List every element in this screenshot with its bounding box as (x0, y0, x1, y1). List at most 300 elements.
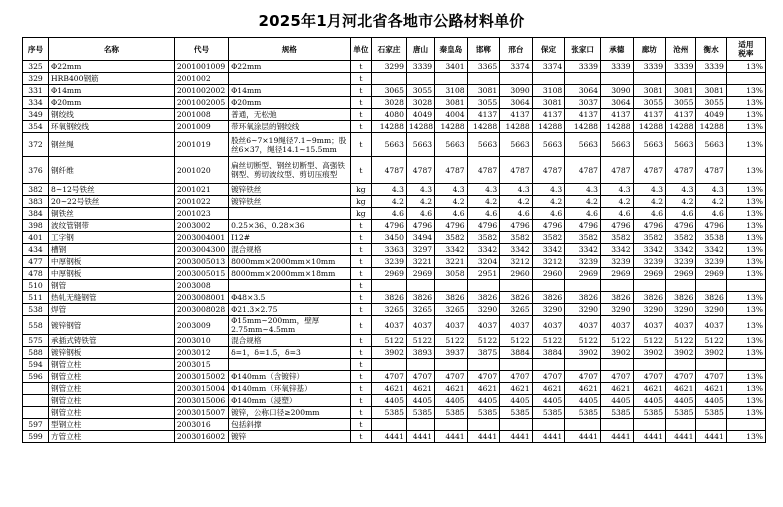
price-cell: 3582 (500, 232, 533, 244)
price-cell: 3239 (696, 256, 726, 268)
table-row (23, 109, 766, 121)
price-cell: 2969 (633, 268, 666, 280)
price-cell: 3582 (467, 232, 500, 244)
material-name-cell: Φ14mm (49, 85, 175, 97)
price-cell: 4707 (696, 371, 726, 383)
column-header: 石家庄 (372, 38, 407, 61)
price-cell: 3265 (372, 304, 407, 316)
price-cell (435, 359, 468, 371)
price-cell: 4621 (633, 383, 666, 395)
price-cell: 3582 (435, 232, 468, 244)
price-cell (633, 419, 666, 431)
tax-rate-cell: 13% (726, 208, 765, 220)
material-name-cell: 钢丝绳 (49, 133, 175, 157)
price-cell: 4707 (467, 371, 500, 383)
price-cell: 3055 (633, 97, 666, 109)
price-cell: 3339 (406, 61, 434, 73)
price-cell: 4.2 (565, 196, 601, 208)
price-cell: 4.6 (633, 208, 666, 220)
price-cell: 5122 (532, 335, 565, 347)
specification-cell (229, 280, 350, 292)
table-row (23, 220, 766, 232)
price-cell (532, 280, 565, 292)
price-cell: 4137 (601, 109, 634, 121)
unit-cell: t (350, 73, 372, 85)
price-cell: 4.3 (406, 184, 434, 196)
row-number-cell: 384 (23, 208, 49, 220)
specification-cell: 镀锌铁丝 (229, 184, 350, 196)
price-cell: 4621 (406, 383, 434, 395)
material-code-cell: 2001001009 (174, 61, 228, 73)
row-number-cell: 596 (23, 371, 49, 383)
column-header: 名称 (49, 38, 175, 61)
price-cell: 3339 (633, 61, 666, 73)
price-cell: 4441 (565, 431, 601, 443)
price-cell: 3058 (435, 268, 468, 280)
price-cell (696, 280, 726, 292)
price-cell: 4405 (372, 395, 407, 407)
material-name-cell: 型钢立柱 (49, 419, 175, 431)
price-cell: 4621 (372, 383, 407, 395)
price-cell: 4796 (633, 220, 666, 232)
price-cell: 14288 (500, 121, 533, 133)
row-number-cell: 331 (23, 85, 49, 97)
price-cell: 4.3 (435, 184, 468, 196)
price-cell: 4787 (435, 157, 468, 184)
price-cell: 5385 (532, 407, 565, 419)
specification-cell: 8000mm×2000mm×10mm (229, 256, 350, 268)
price-cell (532, 419, 565, 431)
price-cell: 3826 (500, 292, 533, 304)
price-cell (372, 73, 407, 85)
price-cell: 4796 (532, 220, 565, 232)
tax-rate-cell: 13% (726, 407, 765, 419)
column-header: 沧州 (666, 38, 696, 61)
material-code-cell: 2001002002 (174, 85, 228, 97)
material-code-cell: 2003016002 (174, 431, 228, 443)
specification-cell: Φ21.3×2.75 (229, 304, 350, 316)
tax-rate-cell: 13% (726, 232, 765, 244)
price-cell: 5122 (467, 335, 500, 347)
material-code-cell: 2003012 (174, 347, 228, 359)
table-row (23, 157, 766, 184)
row-number-cell: 401 (23, 232, 49, 244)
price-cell: 5122 (435, 335, 468, 347)
price-cell: 5663 (666, 133, 696, 157)
unit-cell: t (350, 419, 372, 431)
table-row (23, 304, 766, 316)
price-cell (565, 280, 601, 292)
table-row (23, 383, 766, 395)
price-cell: 3081 (696, 85, 726, 97)
price-cell: 4.6 (467, 208, 500, 220)
table-row (23, 359, 766, 371)
price-cell: 3902 (601, 347, 634, 359)
specification-cell: 普通，无松弛 (229, 109, 350, 121)
price-cell: 3290 (565, 304, 601, 316)
price-cell: 3450 (372, 232, 407, 244)
unit-cell: t (350, 316, 372, 335)
price-cell: 3339 (666, 61, 696, 73)
price-cell: 3055 (467, 97, 500, 109)
price-cell: 3826 (565, 292, 601, 304)
tax-rate-cell: 13% (726, 121, 765, 133)
price-cell (565, 73, 601, 85)
price-cell: 2969 (406, 268, 434, 280)
table-row (23, 85, 766, 97)
material-name-cell: 镀锌钢板 (49, 347, 175, 359)
price-cell: 4405 (601, 395, 634, 407)
price-cell: 4441 (406, 431, 434, 443)
price-cell: 5385 (565, 407, 601, 419)
price-cell (406, 419, 434, 431)
price-cell: 4.3 (532, 184, 565, 196)
unit-cell: t (350, 97, 372, 109)
price-cell: 14288 (666, 121, 696, 133)
unit-cell: kg (350, 196, 372, 208)
price-cell: 5385 (633, 407, 666, 419)
table-row (23, 268, 766, 280)
material-name-cell: 钢管 (49, 280, 175, 292)
price-cell: 5385 (666, 407, 696, 419)
tax-rate-cell (726, 280, 765, 292)
column-header: 唐山 (406, 38, 434, 61)
price-cell: 3902 (633, 347, 666, 359)
material-name-cell: Φ20mm (49, 97, 175, 109)
row-number-cell: 329 (23, 73, 49, 85)
price-cell: 4621 (532, 383, 565, 395)
price-cell: 3221 (435, 256, 468, 268)
price-cell: 2960 (532, 268, 565, 280)
price-cell: 4405 (500, 395, 533, 407)
tax-rate-cell (726, 73, 765, 85)
price-cell: 4787 (696, 157, 726, 184)
material-name-cell: 钢管立柱 (49, 395, 175, 407)
price-cell: 4049 (696, 109, 726, 121)
row-number-cell: 477 (23, 256, 49, 268)
material-code-cell: 2001022 (174, 196, 228, 208)
price-cell: 3826 (532, 292, 565, 304)
price-cell: 4441 (532, 431, 565, 443)
tax-rate-cell: 13% (726, 244, 765, 256)
price-cell: 3342 (666, 244, 696, 256)
price-cell: 3342 (601, 244, 634, 256)
price-cell: 4137 (565, 109, 601, 121)
specification-cell: I12# (229, 232, 350, 244)
row-number-cell: 538 (23, 304, 49, 316)
price-cell: 4.2 (372, 196, 407, 208)
price-cell: 3342 (633, 244, 666, 256)
material-name-cell: 铜铁丝 (49, 208, 175, 220)
column-header: 保定 (532, 38, 565, 61)
price-cell: 4.2 (601, 196, 634, 208)
price-cell: 3363 (372, 244, 407, 256)
price-cell: 3028 (406, 97, 434, 109)
price-cell (467, 73, 500, 85)
price-cell: 3081 (532, 97, 565, 109)
table-row (23, 395, 766, 407)
tax-rate-cell: 13% (726, 220, 765, 232)
price-cell: 4.6 (565, 208, 601, 220)
row-number-cell: 511 (23, 292, 49, 304)
material-code-cell: 2003008028 (174, 304, 228, 316)
specification-cell: Φ140mm（环氧锌基） (229, 383, 350, 395)
price-cell: 4037 (500, 316, 533, 335)
tax-rate-cell: 13% (726, 268, 765, 280)
price-cell: 2969 (601, 268, 634, 280)
price-cell: 3902 (565, 347, 601, 359)
price-cell: 3826 (406, 292, 434, 304)
price-cell: 4441 (633, 431, 666, 443)
tax-rate-cell: 13% (726, 196, 765, 208)
price-cell: 4037 (633, 316, 666, 335)
price-cell: 5663 (633, 133, 666, 157)
price-cell: 4796 (435, 220, 468, 232)
price-cell: 4.3 (601, 184, 634, 196)
material-code-cell: 2001008 (174, 109, 228, 121)
price-cell: 5385 (500, 407, 533, 419)
price-cell: 14288 (532, 121, 565, 133)
unit-cell: t (350, 371, 372, 383)
price-cell: 4.2 (406, 196, 434, 208)
price-cell: 5122 (696, 335, 726, 347)
table-row (23, 61, 766, 73)
price-cell: 3342 (532, 244, 565, 256)
specification-cell: Φ48×3.5 (229, 292, 350, 304)
row-number-cell: 325 (23, 61, 49, 73)
price-cell: 4405 (435, 395, 468, 407)
price-cell: 4.6 (532, 208, 565, 220)
price-cell: 3582 (601, 232, 634, 244)
price-cell (467, 419, 500, 431)
price-cell: 3826 (666, 292, 696, 304)
price-cell: 5385 (435, 407, 468, 419)
price-cell (406, 73, 434, 85)
specification-cell: 股丝6~7×19绳径7.1~9mm；股丝6×37，绳径14.1~15.5mm (229, 133, 350, 157)
price-cell (500, 419, 533, 431)
price-cell: 3290 (666, 304, 696, 316)
price-cell: 4.2 (467, 196, 500, 208)
price-cell: 3342 (500, 244, 533, 256)
price-cell: 3342 (435, 244, 468, 256)
price-cell: 4.6 (435, 208, 468, 220)
material-name-cell: 20~22号铁丝 (49, 196, 175, 208)
material-name-cell: 槽钢 (49, 244, 175, 256)
table-row (23, 347, 766, 359)
price-cell: 4441 (666, 431, 696, 443)
price-cell (372, 280, 407, 292)
material-name-cell: 方管立柱 (49, 431, 175, 443)
row-number-cell: 510 (23, 280, 49, 292)
unit-cell: t (350, 268, 372, 280)
price-cell: 3494 (406, 232, 434, 244)
price-cell: 4049 (406, 109, 434, 121)
price-cell: 4796 (565, 220, 601, 232)
row-number-cell: 558 (23, 316, 49, 335)
price-cell: 4707 (435, 371, 468, 383)
material-name-cell: 钢绞线 (49, 109, 175, 121)
price-cell: 3081 (467, 85, 500, 97)
price-cell: 3055 (666, 97, 696, 109)
material-name-cell: 钢管立柱 (49, 383, 175, 395)
row-number-cell: 334 (23, 97, 49, 109)
price-table (22, 37, 766, 443)
price-cell: 3239 (601, 256, 634, 268)
material-code-cell: 2003015007 (174, 407, 228, 419)
price-cell (696, 73, 726, 85)
price-cell: 4787 (532, 157, 565, 184)
unit-cell: t (350, 61, 372, 73)
specification-cell: 混合规格 (229, 244, 350, 256)
price-cell: 3064 (565, 85, 601, 97)
price-cell: 4.6 (601, 208, 634, 220)
price-cell: 4.6 (372, 208, 407, 220)
price-cell: 3090 (500, 85, 533, 97)
material-code-cell: 2003005013 (174, 256, 228, 268)
price-cell: 3339 (696, 61, 726, 73)
price-cell: 4796 (406, 220, 434, 232)
tax-rate-cell: 13% (726, 97, 765, 109)
price-cell: 3239 (633, 256, 666, 268)
price-cell: 5385 (406, 407, 434, 419)
price-cell: 4037 (372, 316, 407, 335)
price-cell: 4004 (435, 109, 468, 121)
tax-rate-cell: 13% (726, 157, 765, 184)
price-cell: 5385 (467, 407, 500, 419)
price-cell: 5663 (435, 133, 468, 157)
column-header: 代号 (174, 38, 228, 61)
price-cell: 4.2 (696, 196, 726, 208)
price-cell (406, 359, 434, 371)
price-cell: 4796 (666, 220, 696, 232)
table-row (23, 292, 766, 304)
price-cell: 3290 (601, 304, 634, 316)
row-number-cell: 376 (23, 157, 49, 184)
tax-rate-cell (726, 359, 765, 371)
row-number-cell (23, 395, 49, 407)
table-row (23, 196, 766, 208)
price-cell: 3108 (435, 85, 468, 97)
price-cell: 4405 (666, 395, 696, 407)
specification-cell: 0.25×36、0.28×36 (229, 220, 350, 232)
price-cell (565, 419, 601, 431)
price-cell: 3902 (696, 347, 726, 359)
row-number-cell: 372 (23, 133, 49, 157)
column-header: 序号 (23, 38, 49, 61)
specification-cell: 镀锌 (229, 431, 350, 443)
unit-cell: t (350, 407, 372, 419)
price-cell: 5385 (372, 407, 407, 419)
material-name-cell: 钢管立柱 (49, 359, 175, 371)
price-cell: 4787 (633, 157, 666, 184)
table-row (23, 208, 766, 220)
tax-rate-cell: 13% (726, 184, 765, 196)
material-name-cell: 钢管立柱 (49, 371, 175, 383)
price-cell: 5663 (500, 133, 533, 157)
specification-cell (229, 208, 350, 220)
price-cell: 3826 (467, 292, 500, 304)
table-row (23, 133, 766, 157)
price-cell: 3342 (467, 244, 500, 256)
material-name-cell: 钢纤维 (49, 157, 175, 184)
price-cell (633, 73, 666, 85)
price-cell: 4621 (467, 383, 500, 395)
price-cell (666, 73, 696, 85)
price-cell: 4796 (696, 220, 726, 232)
price-cell: 4137 (666, 109, 696, 121)
price-cell: 3582 (532, 232, 565, 244)
price-cell: 3365 (467, 61, 500, 73)
column-header: 承德 (601, 38, 634, 61)
price-cell: 4.3 (666, 184, 696, 196)
unit-cell: t (350, 280, 372, 292)
price-cell: 5122 (500, 335, 533, 347)
unit-cell: t (350, 85, 372, 97)
price-cell: 4796 (372, 220, 407, 232)
price-cell: 4441 (467, 431, 500, 443)
specification-cell: Φ20mm (229, 97, 350, 109)
tax-rate-cell: 13% (726, 61, 765, 73)
unit-cell: kg (350, 184, 372, 196)
material-code-cell: 2001023 (174, 208, 228, 220)
material-code-cell: 2003005015 (174, 268, 228, 280)
table-row (23, 280, 766, 292)
tax-rate-cell: 13% (726, 292, 765, 304)
price-cell: 4037 (565, 316, 601, 335)
price-cell: 4796 (467, 220, 500, 232)
price-cell: 3265 (406, 304, 434, 316)
row-number-cell: 575 (23, 335, 49, 347)
price-cell: 3212 (500, 256, 533, 268)
price-cell: 5663 (532, 133, 565, 157)
price-cell: 4707 (666, 371, 696, 383)
row-number-cell: 599 (23, 431, 49, 443)
table-row (23, 371, 766, 383)
tax-rate-cell: 13% (726, 347, 765, 359)
price-cell: 5122 (565, 335, 601, 347)
price-cell (666, 280, 696, 292)
row-number-cell: 382 (23, 184, 49, 196)
tax-rate-cell: 13% (726, 371, 765, 383)
row-number-cell (23, 383, 49, 395)
material-code-cell: 2001020 (174, 157, 228, 184)
price-cell (500, 359, 533, 371)
material-name-cell: 8~12号铁丝 (49, 184, 175, 196)
table-row (23, 121, 766, 133)
price-cell: 5663 (601, 133, 634, 157)
price-cell: 3081 (435, 97, 468, 109)
material-code-cell: 2001002005 (174, 97, 228, 109)
price-cell: 2969 (565, 268, 601, 280)
row-number-cell: 594 (23, 359, 49, 371)
material-code-cell: 2001019 (174, 133, 228, 157)
price-cell: 4080 (372, 109, 407, 121)
price-cell: 4621 (565, 383, 601, 395)
price-cell: 3884 (500, 347, 533, 359)
material-name-cell: 工字钢 (49, 232, 175, 244)
material-code-cell: 2001009 (174, 121, 228, 133)
price-cell: 4.6 (696, 208, 726, 220)
price-cell: 4137 (467, 109, 500, 121)
price-cell: 4.3 (467, 184, 500, 196)
price-cell: 5385 (696, 407, 726, 419)
price-cell: 4441 (601, 431, 634, 443)
column-header: 适用 税率 (726, 38, 765, 61)
price-cell: 4787 (565, 157, 601, 184)
price-cell (435, 73, 468, 85)
price-cell: 4796 (500, 220, 533, 232)
price-cell: 4037 (696, 316, 726, 335)
